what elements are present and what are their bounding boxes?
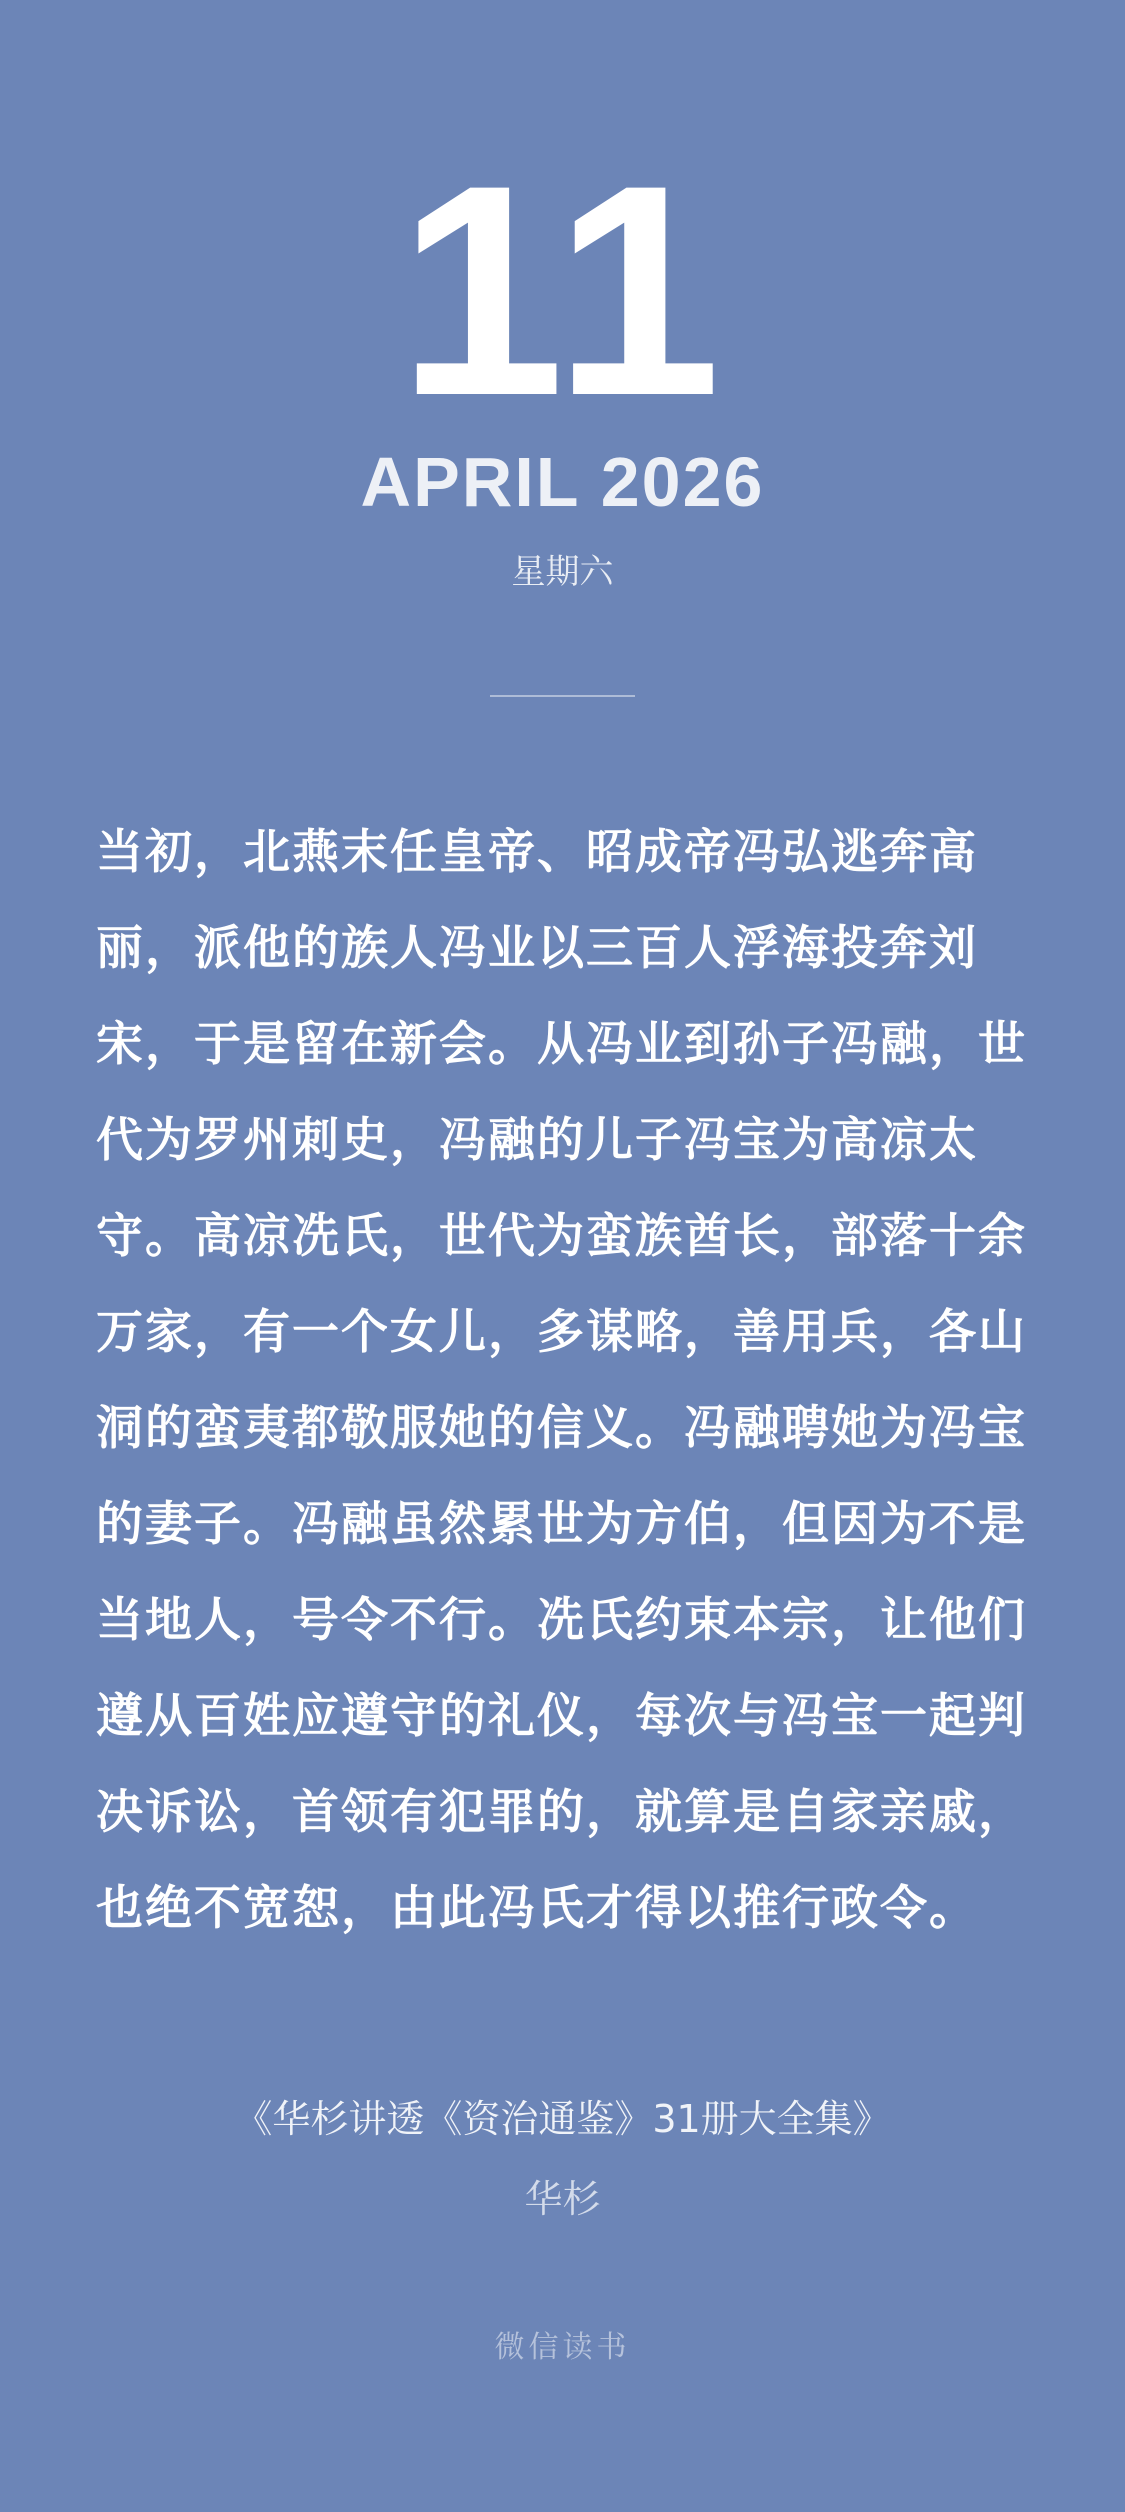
day-number: 11	[397, 122, 728, 458]
book-title: 《华杉讲透《资治通鉴》31册大全集》	[234, 2097, 891, 2141]
weekday: 星期六	[511, 552, 614, 592]
author-name: 华杉	[524, 2177, 601, 2221]
quote-text: 当初，北燕末任皇帝、昭成帝冯弘逃奔高丽，派他的族人冯业以三百人浮海投奔刘宋，于是留在新会。从冯业到孙子冯融，世代为罗州刺史，冯融的儿子冯宝为高凉太守。高凉冼氏，世代为蛮族酋长，部落十余万家，有一个女儿，多谋略，善用兵，各山洞的蛮夷都敬服她的信义。冯融聘她为冯宝的妻子。冯融虽然累世为方伯，但因为不是当地人，号令不行。冼氏约束本宗，让他们遵从百姓应遵守的礼仪，每次与冯宝一起判决诉讼，首领有犯罪的，就算是自家亲戚，也绝不宽恕，由此冯氏才得以推行政令。	[96, 825, 1027, 1936]
divider	[490, 695, 635, 697]
brand-logo: 微信读书	[494, 2330, 631, 2365]
month-year: APRIL 2026	[360, 443, 765, 521]
